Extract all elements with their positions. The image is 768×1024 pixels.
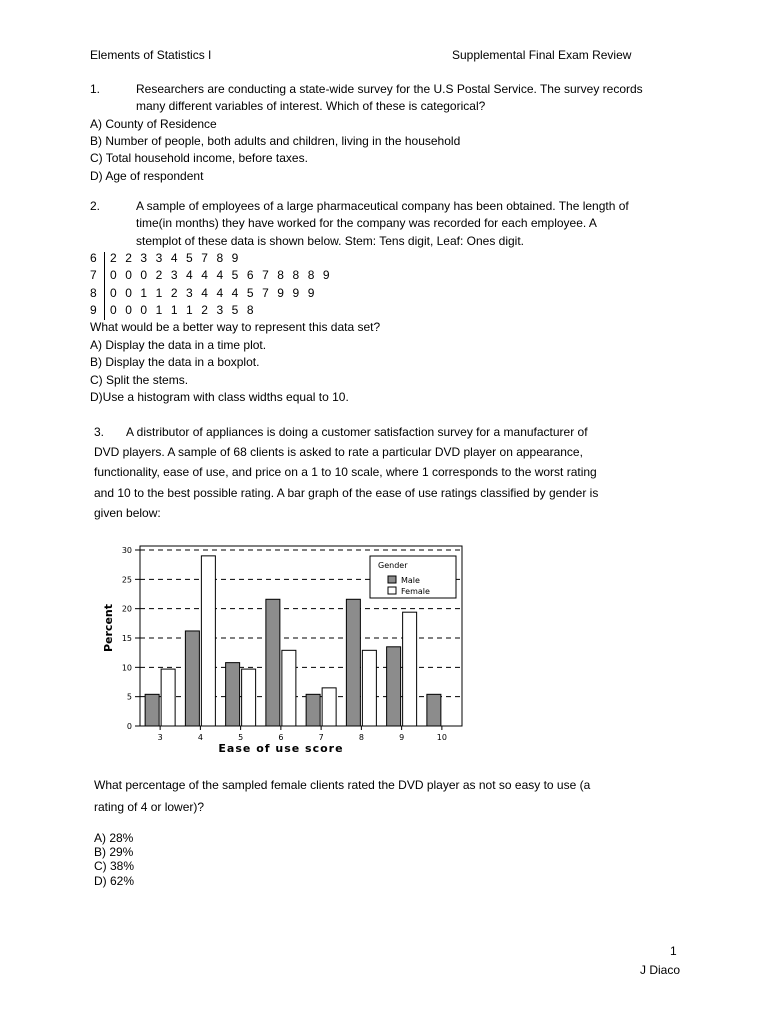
q1-number: 1.: [90, 82, 101, 96]
q1-option-b: B) Number of people, both adults and children, living in the household: [90, 134, 461, 148]
bar-female: [322, 688, 336, 726]
q3-text-line2: DVD players. A sample of 68 clients is asked to rate a particular DVD player on appearance,: [94, 445, 583, 459]
y-tick-label: 5: [126, 692, 132, 702]
bar-male: [306, 694, 320, 726]
x-tick-label: 4: [197, 733, 203, 742]
bar-male: [266, 599, 280, 726]
y-tick-label: 0: [126, 722, 132, 731]
stemplot-leaves: 0 0 0 1 1 1 2 3 5 8: [110, 303, 257, 317]
q3-text-line5: given below:: [94, 506, 161, 520]
q3-text-line3: functionality, ease of use, and price on a 1 to 10 scale, where 1 corresponds to the worst rating: [94, 465, 597, 479]
q1-text-line2: many different variables of interest. Which of these is categorical?: [136, 99, 486, 113]
bar-female: [282, 650, 296, 726]
q3-option-b: B) 29%: [94, 845, 134, 859]
bar-female: [242, 669, 256, 726]
stemplot-row: [90, 251, 241, 265]
bar-male: [346, 599, 360, 726]
header-left: Elements of Statistics I: [90, 48, 212, 62]
stemplot-row: [90, 303, 256, 317]
y-tick-label: 30: [121, 546, 132, 555]
stemplot-leaves: 0 0 1 1 2 3 4 4 4 5 7 9 9 9: [110, 286, 317, 300]
ease-of-use-bar-chart: [100, 534, 480, 760]
q2-option-b: B) Display the data in a boxplot.: [90, 355, 260, 369]
q3-question-line1: What percentage of the sampled female clients rated the DVD player as not so easy to use (a: [94, 778, 591, 792]
legend-swatch-female: [388, 587, 396, 594]
q3-text-line1: A distributor of appliances is doing a customer satisfaction survey for a manufacturer of: [126, 425, 588, 439]
legend-title: Gender: [378, 561, 408, 570]
q3-text-line4: and 10 to the best possible rating. A bar graph of the ease of use ratings classified by gender is: [94, 486, 599, 500]
q1-option-d: D) Age of respondent: [90, 169, 204, 183]
x-axis-label: Ease of use score: [218, 742, 344, 755]
y-tick-label: 20: [121, 604, 132, 614]
x-tick-label: 7: [318, 733, 324, 742]
q2-number: 2.: [90, 199, 101, 213]
q3-option-a: A) 28%: [94, 831, 134, 845]
bar-female: [362, 650, 376, 726]
bar-male: [387, 647, 401, 726]
stemplot-row: [90, 268, 332, 282]
q2-option-d: D)Use a histogram with class widths equal to 10.: [90, 390, 349, 404]
x-tick-label: 9: [399, 733, 405, 742]
stemplot-stem: 9: [90, 303, 97, 317]
bar-female: [161, 669, 175, 726]
y-axis-label: Percent: [102, 603, 115, 653]
q3-option-c: C) 38%: [94, 859, 135, 873]
bar-female: [201, 556, 215, 726]
legend-label-male: Male: [401, 576, 420, 585]
stemplot-stem: 7: [90, 268, 97, 282]
y-tick-label: 15: [121, 634, 132, 643]
stemplot-leaves: 2 2 3 3 4 5 7 8 9: [110, 251, 241, 265]
header-right: Supplemental Final Exam Review: [452, 48, 632, 62]
bar-male: [185, 631, 199, 726]
x-tick-label: 5: [238, 733, 244, 742]
stemplot-stem: 8: [90, 286, 97, 300]
q2-option-c: C) Split the stems.: [90, 373, 189, 387]
q2-text-line3: stemplot of these data is shown below. Stem: Tens digit, Leaf: Ones digit.: [136, 234, 524, 248]
stemplot-leaves: 0 0 0 2 3 4 4 4 5 6 7 8 8 8 9: [110, 268, 333, 282]
legend-swatch-male: [388, 576, 396, 583]
q1-text-line1: Researchers are conducting a state-wide survey for the U.S Postal Service. The survey records: [136, 82, 643, 96]
q3-question-line2: rating of 4 or lower)?: [94, 800, 205, 814]
y-tick-label: 10: [121, 663, 132, 673]
y-tick-label: 25: [121, 575, 132, 585]
x-tick-label: 10: [436, 733, 447, 742]
q1-option-c: C) Total household income, before taxes.: [90, 151, 308, 165]
q2-question: What would be a better way to represent this data set?: [90, 320, 381, 334]
q2-text-line2: time(in months) they have worked for the company was recorded for each employee. A: [136, 216, 597, 230]
q2-option-a: A) Display the data in a time plot.: [90, 338, 267, 352]
q2-text-line1: A sample of employees of a large pharmaceutical company has been obtained. The length of: [136, 199, 629, 213]
x-tick-label: 8: [358, 733, 364, 742]
bar-male: [226, 663, 240, 726]
x-tick-label: 3: [157, 733, 163, 742]
q3-number: 3.: [94, 425, 105, 439]
q3-option-d: D) 62%: [94, 874, 135, 888]
stemplot-stem: 6: [90, 251, 97, 265]
bar-female: [403, 612, 417, 726]
bar-male: [145, 694, 159, 726]
x-tick-label: 6: [278, 733, 284, 742]
bar-male: [427, 694, 441, 726]
stemplot-row: [90, 286, 317, 300]
q1-option-a: A) County of Residence: [90, 117, 217, 131]
author-name: J Diaco: [640, 963, 681, 977]
page-number: 1: [670, 944, 677, 958]
legend-label-female: Female: [401, 587, 430, 596]
